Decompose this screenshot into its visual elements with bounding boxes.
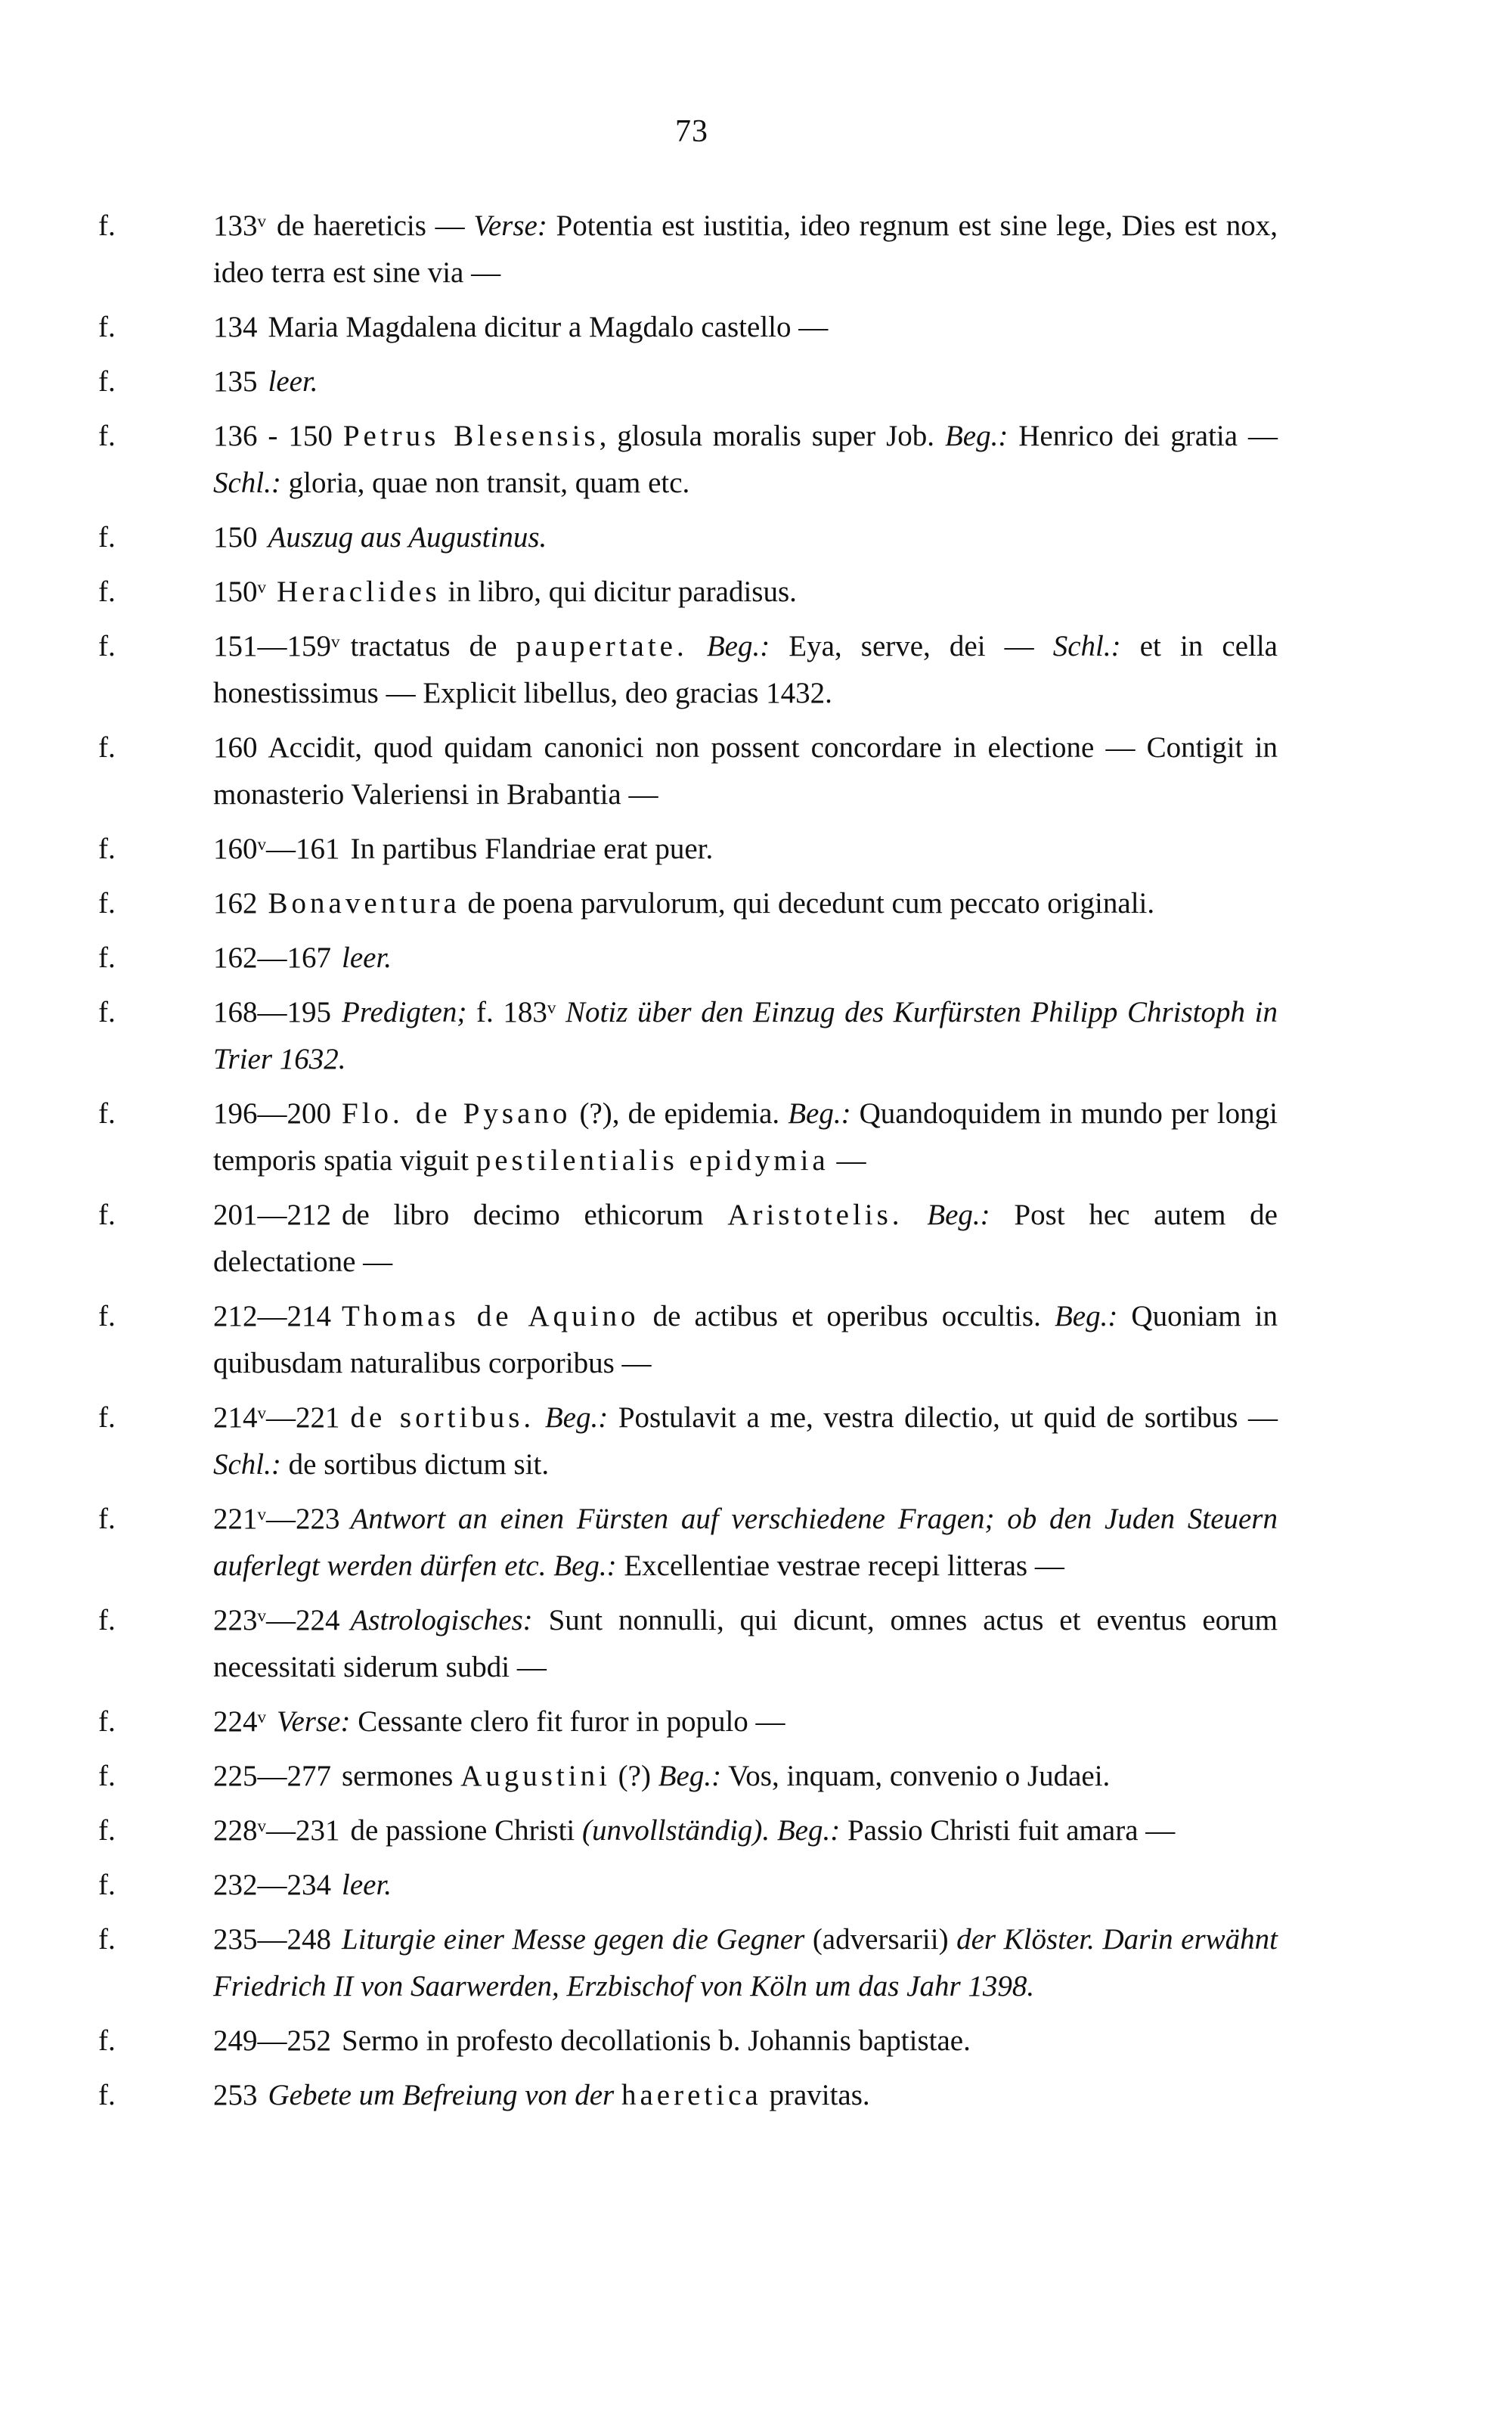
spaced-name: de sortibus. xyxy=(350,1401,535,1434)
folio-marker: f. xyxy=(98,942,116,974)
spaced-name: haeretica xyxy=(621,2079,762,2111)
italic-text: Astrologisches: xyxy=(350,1604,533,1636)
entry-text: et in cella honestissimus — Explicit libellus, deo gracias 1432. xyxy=(213,630,1278,709)
entry-text: in libro, qui dicitur paradisus. xyxy=(440,575,797,608)
folio-reference: 160 xyxy=(213,731,258,764)
manuscript-entry xyxy=(98,304,1278,351)
folio-reference: 150 xyxy=(213,521,258,554)
entry-text: gloria, quae non transit, quam etc. xyxy=(280,467,690,499)
manuscript-entry xyxy=(98,1753,1278,1800)
italic-text: leer. xyxy=(342,1869,392,1901)
manuscript-entry xyxy=(98,1192,1278,1286)
entry-text: Quandoquidem in mundo per longi temporis spatia viguit xyxy=(213,1097,1278,1177)
folio-reference: 214ᵛ—221 xyxy=(213,1401,340,1434)
manuscript-entry xyxy=(98,935,1278,982)
entry-text: Accidit, quod quidam canonici non possent concordare in electione — Contigit in monasterio Valeriensi in Brabantia — xyxy=(213,731,1278,811)
folio-reference: 249—252 xyxy=(213,2024,331,2057)
folio-reference: 150ᵛ xyxy=(213,575,266,608)
folio-marker: f. xyxy=(98,996,116,1028)
manuscript-entry xyxy=(98,880,1278,927)
entry-text: de haereticis — xyxy=(276,209,474,242)
manuscript-entry xyxy=(98,1807,1278,1854)
folio-marker: f. xyxy=(98,1814,116,1847)
entry-text xyxy=(770,1814,777,1847)
entry-text: f. 183ᵛ xyxy=(466,996,566,1028)
manuscript-entry xyxy=(98,1394,1278,1488)
spaced-name: Augustini xyxy=(460,1760,611,1792)
italic-text: Auszug aus Augustinus. xyxy=(268,521,547,554)
italic-text: Beg.: xyxy=(788,1097,851,1130)
italic-text: Beg.: xyxy=(658,1760,722,1792)
folio-marker: f. xyxy=(98,833,116,865)
entry-text: Passio Christi fuit amara — xyxy=(840,1814,1176,1847)
folio-marker: f. xyxy=(98,1097,116,1130)
entry-text: Potentia est iustitia, ideo regnum est sine lege, Dies est nox, ideo terra est sine via — xyxy=(213,209,1278,289)
italic-text: (unvollständig). xyxy=(582,1814,770,1847)
folio-marker: f. xyxy=(98,209,116,242)
manuscript-entry xyxy=(98,358,1278,405)
folio-reference: 212—214 xyxy=(213,1300,331,1332)
folio-reference: 201—212 xyxy=(213,1199,331,1231)
spaced-name: pestilentialis epidymia xyxy=(476,1144,829,1177)
italic-text: Beg.: xyxy=(553,1550,617,1582)
manuscript-entry xyxy=(98,1597,1278,1691)
manuscript-entry xyxy=(98,724,1278,818)
folio-reference: 228ᵛ—231 xyxy=(213,1814,340,1847)
entry-text: Maria Magdalena dicitur a Magdalo castello — xyxy=(268,311,829,343)
entry-text xyxy=(546,1550,553,1582)
folio-marker: f. xyxy=(98,365,116,398)
manuscript-entry xyxy=(98,2072,1278,2119)
manuscript-entry xyxy=(98,413,1278,507)
entry-text: Cessante clero fit furor in populo — xyxy=(350,1705,785,1738)
folio-marker: f. xyxy=(98,575,116,608)
entry-text: Excellentiae vestrae recepi litteras — xyxy=(616,1550,1064,1582)
folio-marker: f. xyxy=(98,1604,116,1636)
folio-reference: 136 - 150 xyxy=(213,420,333,452)
folio-reference: 196—200 xyxy=(213,1097,331,1130)
folio-reference: 134 xyxy=(213,311,258,343)
folio-reference: 224ᵛ xyxy=(213,1705,266,1738)
entry-text: Postulavit a me, vestra dilectio, ut quid de sortibus — xyxy=(608,1401,1278,1434)
manuscript-entry xyxy=(98,1090,1278,1184)
italic-text: Notiz über den Einzug des Kurfürsten Philipp Christoph in Trier 1632. xyxy=(213,996,1278,1075)
italic-text: Predigten; xyxy=(342,996,467,1028)
entry-text: de poena parvulorum, qui decedunt cum peccato originali. xyxy=(460,887,1155,920)
italic-text: Beg.: xyxy=(776,1814,841,1847)
folio-reference: 253 xyxy=(213,2079,258,2111)
folio-reference: 162 xyxy=(213,887,258,920)
folio-reference: 221ᵛ—223 xyxy=(213,1503,340,1535)
entry-text xyxy=(614,2079,621,2111)
entry-text: In partibus Flandriae erat puer. xyxy=(350,833,714,865)
manuscript-entry xyxy=(98,1862,1278,1909)
manuscript-entry-list xyxy=(98,203,1278,2127)
entry-text: (adversarii) xyxy=(804,1923,957,1956)
manuscript-entry xyxy=(98,1916,1278,2010)
spaced-name: Flo. de Pysano xyxy=(342,1097,572,1130)
folio-marker: f. xyxy=(98,311,116,343)
spaced-name: Aristotelis. xyxy=(727,1199,903,1231)
folio-reference: 133ᵛ xyxy=(213,209,266,242)
entry-text: (?), de epidemia. xyxy=(571,1097,789,1130)
entry-text: Sunt nonnulli, qui dicunt, omnes actus et eventus eorum necessitati siderum subdi — xyxy=(213,1604,1278,1683)
manuscript-entry xyxy=(98,826,1278,873)
entry-text: Sermo in profesto decollationis b. Johannis baptistae. xyxy=(342,2024,971,2057)
entry-text: Post hec autem de delectatione — xyxy=(213,1199,1278,1278)
folio-marker: f. xyxy=(98,1300,116,1332)
entry-text: Henrico dei gratia — xyxy=(1008,420,1278,452)
folio-reference: 162—167 xyxy=(213,942,331,974)
manuscript-entry xyxy=(98,989,1278,1083)
entry-text: , glosula moralis super Job. xyxy=(599,420,945,452)
entry-text xyxy=(534,1401,545,1434)
italic-text: leer. xyxy=(268,365,318,398)
folio-marker: f. xyxy=(98,420,116,452)
folio-marker: f. xyxy=(98,2024,116,2057)
page-number: 73 xyxy=(675,114,708,149)
manuscript-entry xyxy=(98,2018,1278,2064)
folio-reference: 232—234 xyxy=(213,1869,331,1901)
entry-text: Quoniam in quibusdam naturalibus corporibus — xyxy=(213,1300,1278,1379)
folio-reference: 223ᵛ—224 xyxy=(213,1604,340,1636)
manuscript-entry xyxy=(98,514,1278,561)
italic-text: Antwort an einen Fürsten auf verschiedene Fragen; ob den Juden Steuern auferlegt werden dürfen etc. xyxy=(213,1503,1278,1582)
folio-reference: 151—159ᵛ xyxy=(213,630,340,662)
folio-reference: 160ᵛ—161 xyxy=(213,833,340,865)
manuscript-entry xyxy=(98,203,1278,296)
folio-marker: f. xyxy=(98,1401,116,1434)
entry-text: tractatus de xyxy=(350,630,516,662)
folio-marker: f. xyxy=(98,1705,116,1738)
italic-text: Beg.: xyxy=(706,630,770,662)
italic-text: leer. xyxy=(342,942,392,974)
entry-text: (?) xyxy=(610,1760,658,1792)
manuscript-entry xyxy=(98,1496,1278,1590)
entry-text: de sortibus dictum sit. xyxy=(280,1448,550,1481)
italic-text: Beg.: xyxy=(544,1401,609,1434)
italic-text: Liturgie einer Messe gegen die Gegner xyxy=(342,1923,805,1956)
italic-text: Beg.: xyxy=(944,420,1009,452)
folio-reference: 225—277 xyxy=(213,1760,331,1792)
folio-marker: f. xyxy=(98,1760,116,1792)
manuscript-entry xyxy=(98,569,1278,616)
entry-text xyxy=(903,1199,928,1231)
italic-text: Schl.: xyxy=(213,467,281,499)
italic-text: der Klöster. Darin erwähnt Friedrich II von Saarwerden, Erzbischof von Köln um das Jahr 1398. xyxy=(213,1923,1278,2002)
italic-text: Gebete um Befreiung von der xyxy=(268,2079,615,2111)
folio-marker: f. xyxy=(98,2079,116,2111)
spaced-name: paupertate. xyxy=(516,630,688,662)
italic-text: Verse: xyxy=(473,209,547,242)
folio-marker: f. xyxy=(98,887,116,920)
folio-reference: 135 xyxy=(213,365,258,398)
spaced-name: Heraclides xyxy=(276,575,441,608)
italic-text: Beg.: xyxy=(927,1199,990,1231)
entry-text: sermones xyxy=(342,1760,461,1792)
folio-marker: f. xyxy=(98,521,116,554)
folio-marker: f. xyxy=(98,731,116,764)
entry-text: de libro decimo ethicorum xyxy=(342,1199,728,1231)
spaced-name: Bonaventura xyxy=(268,887,460,920)
italic-text: Beg.: xyxy=(1054,1300,1118,1332)
folio-marker: f. xyxy=(98,1199,116,1231)
entry-text: pravitas. xyxy=(761,2079,870,2111)
manuscript-entry xyxy=(98,1698,1278,1745)
manuscript-entry xyxy=(98,623,1278,717)
folio-reference: 235—248 xyxy=(213,1923,331,1956)
folio-marker: f. xyxy=(98,1869,116,1901)
italic-text: Verse: xyxy=(276,1705,351,1738)
entry-text: de actibus et operibus occultis. xyxy=(639,1300,1055,1332)
spaced-name: Thomas de Aquino xyxy=(342,1300,640,1332)
spaced-name: Petrus Blesensis xyxy=(342,420,600,452)
folio-marker: f. xyxy=(98,630,116,662)
folio-marker: f. xyxy=(98,1503,116,1535)
entry-text: — xyxy=(829,1144,866,1177)
italic-text: Schl.: xyxy=(213,1448,281,1481)
folio-reference: 168—195 xyxy=(213,996,331,1028)
entry-text: Vos, inquam, convenio o Judaei. xyxy=(721,1760,1111,1792)
entry-text: de passione Christi xyxy=(350,1814,583,1847)
entry-text xyxy=(688,630,707,662)
entry-text: Eya, serve, dei — xyxy=(770,630,1053,662)
italic-text: Schl.: xyxy=(1052,630,1121,662)
folio-marker: f. xyxy=(98,1923,116,1956)
manuscript-entry xyxy=(98,1293,1278,1387)
